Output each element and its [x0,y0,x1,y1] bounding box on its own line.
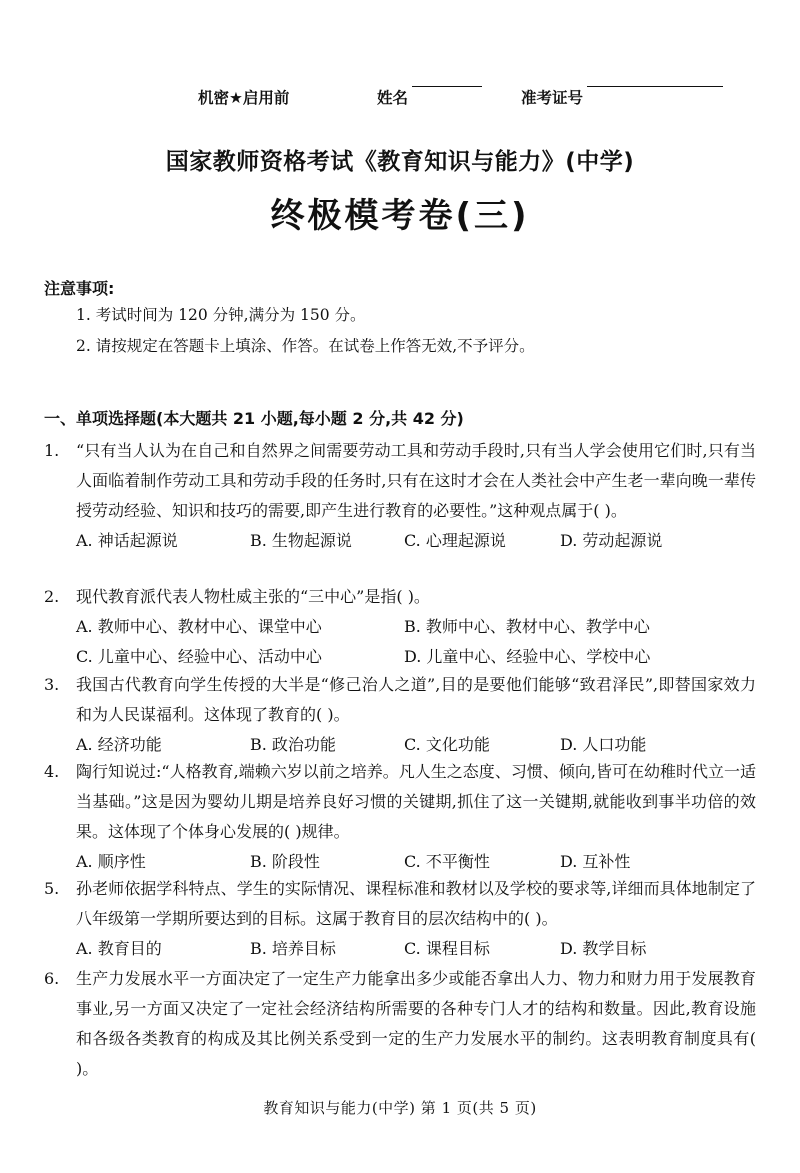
question-number: 1. [44,441,60,460]
option-c: C. 文化功能 [404,735,490,754]
notice-item: 2. 请按规定在答题卡上填涂、作答。在试卷上作答无效,不予评分。 [76,337,535,355]
option-a: A. 教师中心、教材中心、课堂中心 [76,617,322,636]
question-text: 我国古代教育向学生传授的大半是“修己治人之道”,目的是要他们能够“致君泽民”,即替国家效力和为人民谋福利。这体现了教育的( )。 [76,675,756,724]
question-1 [44,436,756,556]
option-c: C. 心理起源说 [404,531,506,550]
question-4 [44,757,756,877]
option-b: B. 阶段性 [250,852,320,871]
question-text: 陶行知说过:“人格教育,端赖六岁以前之培养。凡人生之态度、习惯、倾向,皆可在幼稚时代立一适当基础。”这是因为婴幼儿期是培养良好习惯的关键期,抓住了这一关键期,就能收到事半功倍的效果。这体现了个体身心发展的( )规律。 [76,762,756,841]
notice-heading: 注意事项: [44,279,115,298]
confidential-label: 机密★启用前 [198,89,290,107]
question-3 [44,670,756,760]
question-6 [44,964,756,1084]
header-line [0,86,800,110]
section-heading: 一、单项选择题(本大题共 21 小题,每小题 2 分,共 42 分) [44,409,464,428]
option-a: A. 神话起源说 [76,531,178,550]
option-d: D. 儿童中心、经验中心、学校中心 [404,647,651,666]
name-label: 姓名 [377,89,409,107]
option-row [76,934,756,964]
option-b: B. 生物起源说 [250,531,352,550]
option-d: D. 人口功能 [560,735,647,754]
question-number: 3. [44,675,60,694]
option-b: B. 教师中心、教材中心、教学中心 [404,617,650,636]
option-c: C. 儿童中心、经验中心、活动中心 [76,647,322,666]
option-row [76,847,756,877]
option-c: C. 不平衡性 [404,852,490,871]
ticket-field [521,86,583,108]
option-a: A. 教育目的 [76,939,162,958]
option-row [76,642,756,672]
option-row [76,730,756,760]
exam-subtitle: 国家教师资格考试《教育知识与能力》(中学) [165,149,635,175]
option-d: D. 互补性 [560,852,631,871]
page-footer: 教育知识与能力(中学) 第 1 页(共 5 页) [263,1099,537,1117]
option-a: A. 经济功能 [76,735,162,754]
name-field [377,86,408,108]
option-c: C. 课程目标 [404,939,490,958]
question-5 [44,874,756,964]
question-text: “只有当人认为在自己和自然界之间需要劳动工具和劳动手段时,只有当人学会使用它们时,只有当人面临着制作劳动工具和劳动手段的任务时,只有在这时才会在人类社会中产生老一辈向晚一辈传授劳动经验、知识和技巧的需要,即产生进行教育的必要性。”这种观点属于( )。 [76,441,756,520]
option-d: D. 劳动起源说 [560,531,663,550]
option-d: D. 教学目标 [560,939,647,958]
question-number: 6. [44,969,60,988]
ticket-label: 准考证号 [521,89,584,107]
option-b: B. 培养目标 [250,939,336,958]
option-row [76,612,756,642]
question-number: 5. [44,879,60,898]
name-blank [412,86,482,87]
question-2 [44,582,756,672]
question-text: 生产力发展水平一方面决定了一定生产力能拿出多少或能否拿出人力、物力和财力用于发展教育事业,另一方面又决定了一定社会经济结构所需要的各种专门人才的结构和数量。因此,教育设施和各级各类教育的构成及其比例关系受到一定的生产力发展水平的制约。这表明教育制度具有( )。 [76,969,756,1078]
ticket-blank [587,86,723,87]
option-b: B. 政治功能 [250,735,336,754]
question-number: 2. [44,587,60,606]
notice-item: 1. 考试时间为 120 分钟,满分为 150 分。 [76,306,366,324]
question-number: 4. [44,762,60,781]
question-text: 孙老师依据学科特点、学生的实际情况、课程标准和教材以及学校的要求等,详细而具体地制定了八年级第一学期所要达到的目标。这属于教育目的层次结构中的( )。 [76,879,756,928]
exam-title: 终极模考卷(三) [270,196,530,236]
question-text: 现代教育派代表人物杜威主张的“三中心”是指( )。 [76,587,430,606]
option-a: A. 顺序性 [76,852,146,871]
option-row [76,526,756,556]
